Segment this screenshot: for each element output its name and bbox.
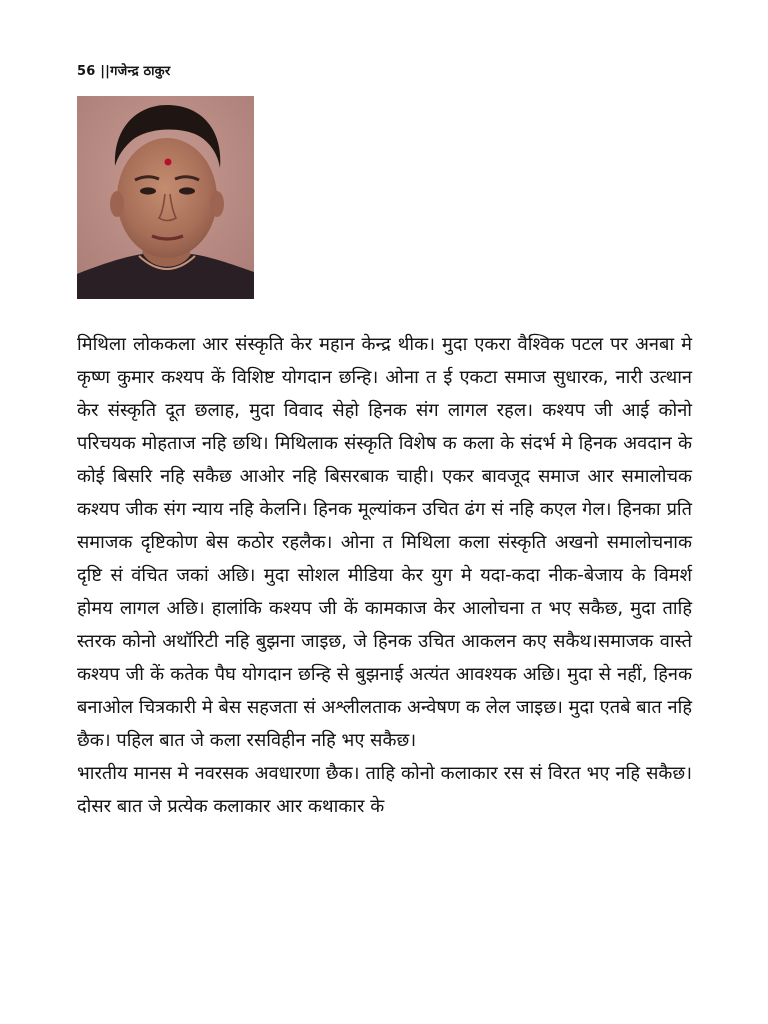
article-body: [77, 328, 692, 823]
portrait-image: [77, 96, 254, 299]
paragraph: भारतीय मानस मे नवरसक अवधारणा छैक। ताहि कोनो कलाकार रस सं विरत भए नहि सकैछ। दोसर बात जे प्रत्येक कलाकार आर कथाकार के: [77, 763, 692, 817]
author-portrait-photo: [77, 96, 254, 299]
left-ear: [110, 191, 124, 217]
right-ear: [210, 191, 224, 217]
left-eye: [140, 187, 156, 194]
bindi: [165, 159, 172, 166]
header-separator: ||: [100, 64, 111, 79]
right-eye: [179, 187, 195, 194]
header-author: गजेन्द्र ठाकुर: [110, 64, 171, 79]
page-number: 56: [77, 64, 96, 79]
running-header: [77, 61, 170, 79]
paragraph: मिथिला लोककला आर संस्कृति केर महान केन्द्र थीक। मुदा एकरा वैश्विक पटल पर अनबा मे कृष्ण कुमार कश्यप कें विशिष्ट योगदान छन्हि। ओना त ई एकटा समाज सुधारक, नारी उत्थान केर संस्कृति दूत छलाह, मुदा विवाद सेहो हिनक संग लागल रहल। कश्यप जी आई कोनो परिचयक मोहताज नहि छथि। मिथिलाक संस्कृति विशेष क कला के संदर्भ मे हिनक अवदान के कोई बिसरि नहि सकैछ आओर नहि बिसरबाक चाही। एकर बावजूद समाज आर समालोचक कश्यप जीक संग न्याय नहि केलनि। हिनक मूल्यांकन उचित ढंग सं नहि कएल गेल। हिनका प्रति समाजक दृष्टिकोण बेस कठोर रहलैक। ओना त मिथिला कला संस्कृति अखनो समालोचनाक दृष्टि सं वंचित जकां अछि। मुदा सोशल मीडिया केर युग मे यदा-कदा नीक-बेजाय के विमर्श होमय लागल अछि। हालांकि कश्यप जी कें कामकाज केर आलोचना त भए सकैछ, मुदा ताहि स्तरक कोनो अथॉरिटी नहि बुझना जाइछ, जे हिनक उचित आकलन कए सकैथ।समाजक वास्ते कश्यप जी कें कतेक पैघ योगदान छन्हि से बुझनाई अत्यंत आवश्यक अछि। मुदा से नहीं, हिनक बनाओल चित्रकारी मे बेस सहजता सं अश्लीलताक अन्वेषण क लेल जाइछ। मुदा एतबे बात नहि छैक। पहिल बात जे कला रसविहीन नहि भए सकैछ।: [77, 334, 692, 751]
